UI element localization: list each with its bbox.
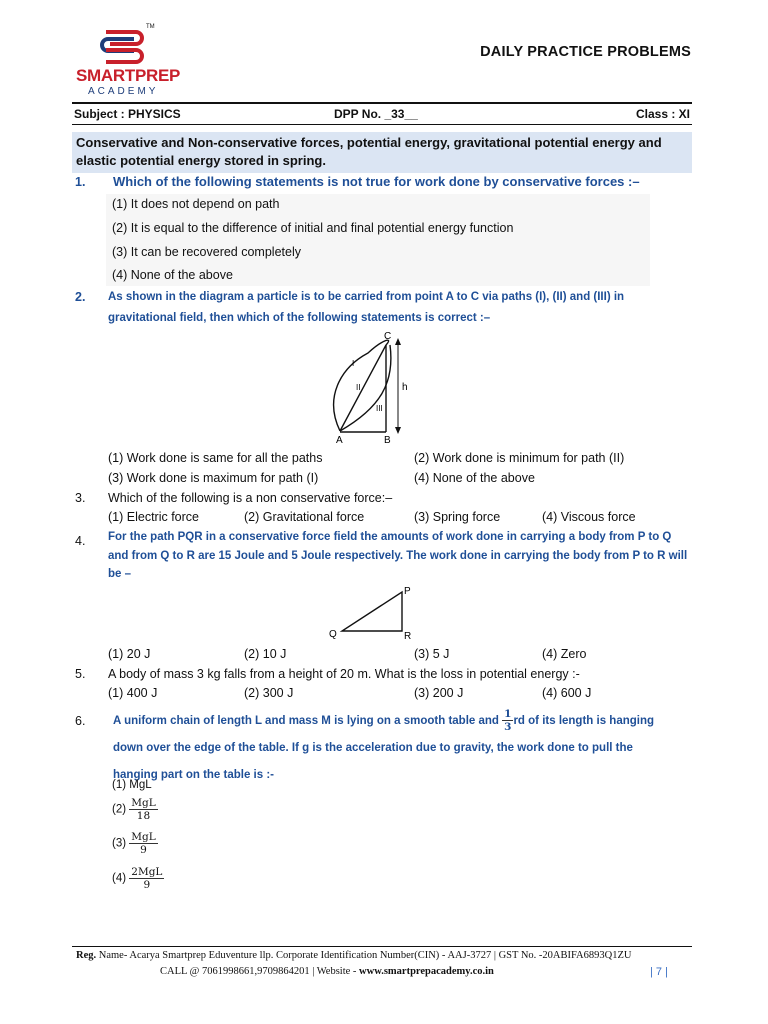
option-4: (4) None of the above bbox=[414, 471, 535, 485]
label-path-ii: II bbox=[356, 383, 361, 392]
question-number: 6. bbox=[75, 714, 86, 728]
option-1: (1) Electric force bbox=[108, 510, 199, 524]
option-2: (2) 300 J bbox=[244, 686, 294, 700]
label-c: C bbox=[384, 331, 392, 342]
question-text-part1: A uniform chain of length L and mass M is lying on a smooth table and bbox=[113, 715, 499, 727]
label-p: P bbox=[404, 586, 411, 597]
question-text: As shown in the diagram a particle is to be carried from point A to C via paths (I), (II) and (III) in gravitational field, then which of the following statements is correct :– bbox=[108, 291, 625, 324]
option-1: (1) It does not depend on path bbox=[112, 197, 280, 211]
option-2: (2) Gravitational force bbox=[244, 510, 365, 524]
label-path-iii: III bbox=[376, 404, 383, 413]
subject-label: Subject : PHYSICS bbox=[74, 107, 181, 121]
question-number: 3. bbox=[75, 491, 86, 505]
document-title: DAILY PRACTICE PROBLEMS bbox=[480, 44, 691, 60]
arrow-up-icon bbox=[395, 338, 401, 345]
dpp-number: DPP No. _33__ bbox=[334, 107, 418, 121]
question-text: A body of mass 3 kg falls from a height of 20 m. What is the loss in potential energy :- bbox=[108, 667, 580, 681]
fraction-denominator: 9 bbox=[143, 879, 151, 891]
question-text: Which of the following statements is not true for work done by conservative forces :– bbox=[113, 174, 640, 189]
question-number: 1. bbox=[75, 175, 86, 189]
reg-label: Reg. bbox=[76, 950, 97, 961]
footer-divider bbox=[72, 946, 692, 947]
option-fraction bbox=[129, 831, 157, 856]
label-a: A bbox=[336, 435, 343, 446]
fraction-denominator: 18 bbox=[136, 810, 151, 822]
website-link[interactable]: www.smartprepacademy.co.in bbox=[359, 966, 494, 977]
brand-name: SMARTPREP bbox=[76, 66, 181, 85]
fraction-suffix: rd bbox=[513, 715, 525, 727]
question-number: 2. bbox=[75, 290, 86, 304]
reg-text: Name- Acarya Smartprep Eduventure llp. Corporate Identification Number(CIN) - AAJ-3727 | GST No. -20ABIFA6893Q1ZU bbox=[96, 950, 632, 961]
fraction-numerator: 2MgL bbox=[131, 866, 163, 878]
option-2 bbox=[112, 797, 158, 822]
option-4: (4) Viscous force bbox=[542, 510, 636, 524]
option-4: (4) 600 J bbox=[542, 686, 592, 700]
option-3: (3) Work done is maximum for path (I) bbox=[108, 471, 319, 485]
option-1: (1) 400 J bbox=[108, 686, 158, 700]
footer-registration bbox=[76, 950, 631, 961]
option-3: (3) 200 J bbox=[414, 686, 464, 700]
option-1: (1) 20 J bbox=[108, 647, 151, 661]
fraction-one-third bbox=[502, 708, 513, 733]
triangle-pqr bbox=[342, 592, 402, 631]
option-label: (2) bbox=[112, 803, 127, 816]
fraction-numerator: MgL bbox=[131, 797, 156, 809]
option-2: (2) 10 J bbox=[244, 647, 287, 661]
fraction-numerator: 1 bbox=[504, 708, 512, 721]
trademark-mark: TM bbox=[146, 24, 155, 30]
question-text: Which of the following is a non conservative force:– bbox=[108, 491, 393, 505]
label-b: B bbox=[384, 435, 391, 446]
option-1: (1) MgL bbox=[112, 779, 152, 791]
class-label: Class : XI bbox=[635, 107, 690, 121]
path-ii bbox=[340, 345, 386, 431]
question-text bbox=[113, 708, 673, 789]
arrow-down-icon bbox=[395, 427, 401, 434]
option-4: (4) None of the above bbox=[112, 268, 233, 282]
option-4: (4) Zero bbox=[542, 647, 587, 661]
label-q: Q bbox=[329, 629, 337, 640]
fraction-numerator: MgL bbox=[131, 831, 156, 843]
path-diagram bbox=[320, 328, 420, 446]
question-text: For the path PQR in a conservative force field the amounts of work done in carrying a body from P to Q and from Q to R are 15 Joule and 5 Joule respectively. The work done in carrying the body from P to R will be – bbox=[108, 531, 688, 580]
logo-mark-icon bbox=[100, 26, 144, 68]
call-text: CALL @ 7061998661,9709864201 | Website - bbox=[160, 966, 360, 977]
question-number: 4. bbox=[75, 534, 86, 548]
option-fraction bbox=[129, 797, 157, 822]
label-r: R bbox=[404, 631, 412, 642]
option-2: (2) Work done is minimum for path (II) bbox=[414, 451, 625, 465]
option-3: (3) It can be recovered completely bbox=[112, 245, 301, 259]
option-1: (1) Work done is same for all the paths bbox=[108, 451, 323, 465]
option-label: (4) bbox=[112, 872, 127, 885]
triangle-diagram bbox=[324, 584, 414, 642]
option-2: (2) It is equal to the difference of initial and final potential energy function bbox=[112, 221, 514, 235]
footer-contact bbox=[160, 966, 494, 977]
label-h: h bbox=[402, 382, 408, 393]
option-fraction bbox=[129, 866, 164, 891]
option-3: (3) Spring force bbox=[414, 510, 501, 524]
info-bar bbox=[72, 102, 692, 125]
question-text-part2: of its length is hanging down over the edge of the table. If g is the acceleration due to gravity, the work done to pull the hanging part on the table is :- bbox=[113, 715, 655, 781]
question-number: 5. bbox=[75, 667, 86, 681]
fraction-denominator: 3 bbox=[504, 721, 512, 734]
option-3 bbox=[112, 831, 158, 856]
label-path-i: I bbox=[352, 359, 355, 368]
brand-subtitle: ACADEMY bbox=[88, 86, 159, 97]
option-3: (3) 5 J bbox=[414, 647, 450, 661]
page-number: | 7 | bbox=[650, 966, 668, 978]
option-label: (3) bbox=[112, 837, 127, 850]
option-4 bbox=[112, 866, 164, 891]
topic-banner: Conservative and Non-conservative forces, potential energy, gravitational potential energy and elastic potential energy stored in spring. bbox=[72, 132, 692, 173]
fraction-denominator: 9 bbox=[140, 844, 147, 856]
